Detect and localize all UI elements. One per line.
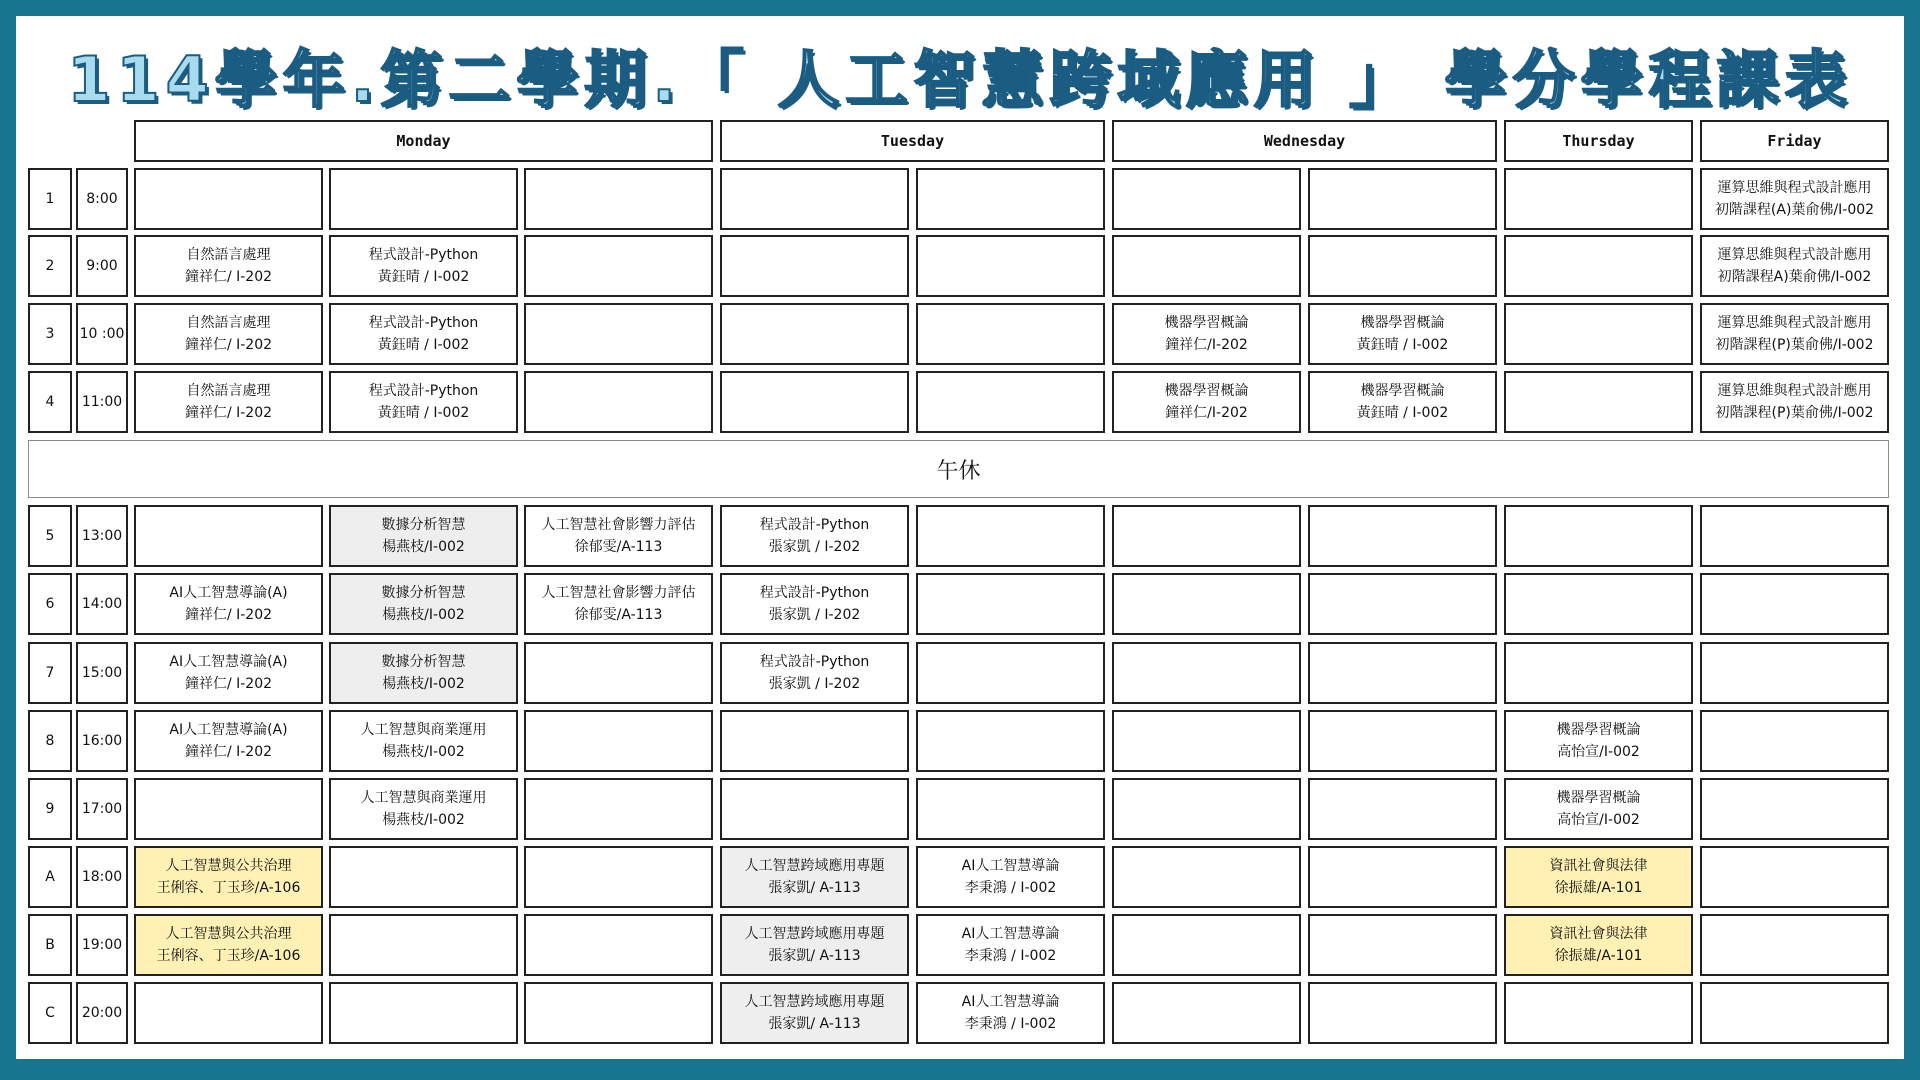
course-teacher-room: 楊燕枝/I-002 bbox=[382, 539, 465, 555]
course-name: 機器學習概論 bbox=[1164, 315, 1249, 331]
empty-cell bbox=[916, 778, 1105, 840]
empty-cell bbox=[1112, 914, 1301, 976]
empty-cell bbox=[916, 505, 1105, 567]
course-teacher-room: 張家凱/ A-113 bbox=[768, 880, 861, 896]
course-name: 人工智慧社會影響力評估 bbox=[541, 585, 696, 601]
empty-cell bbox=[1504, 573, 1693, 635]
empty-cell bbox=[916, 235, 1105, 297]
course-cell bbox=[329, 573, 518, 635]
empty-cell bbox=[1112, 778, 1301, 840]
day-header-friday: Friday bbox=[1700, 120, 1889, 162]
course-cell bbox=[329, 778, 518, 840]
period-time: 20:00 bbox=[76, 982, 128, 1044]
course-teacher-room: 楊燕枝/I-002 bbox=[382, 744, 465, 760]
course-name: 運算思維與程式設計應用 bbox=[1717, 315, 1872, 331]
empty-cell bbox=[720, 371, 909, 433]
course-teacher-room: 鐘祥仁/ I-202 bbox=[184, 337, 273, 353]
course-cell bbox=[916, 846, 1105, 908]
course-teacher-room: 張家凱/ A-113 bbox=[768, 948, 861, 964]
course-teacher-room: 鐘祥仁/ I-202 bbox=[184, 607, 273, 623]
course-name: 機器學習概論 bbox=[1556, 722, 1641, 738]
course-name: 資訊社會與法律 bbox=[1549, 926, 1648, 942]
empty-cell bbox=[720, 778, 909, 840]
course-teacher-room: 張家凱 / I-202 bbox=[768, 676, 861, 692]
course-name: 自然語言處理 bbox=[186, 247, 271, 263]
course-teacher-room: 徐郁雯/A-113 bbox=[574, 607, 663, 623]
course-cell bbox=[524, 505, 713, 567]
period-number: 1 bbox=[28, 168, 72, 230]
day-header-thursday: Thursday bbox=[1504, 120, 1693, 162]
empty-cell bbox=[1308, 168, 1497, 230]
course-name: AI人工智慧導論(A) bbox=[169, 722, 288, 738]
course-cell bbox=[720, 914, 909, 976]
empty-cell bbox=[524, 371, 713, 433]
course-name: 人工智慧與公共治理 bbox=[165, 858, 292, 874]
course-name: AI人工智慧導論 bbox=[961, 994, 1060, 1010]
period-number: B bbox=[28, 914, 72, 976]
course-teacher-room: 鐘祥仁/I-202 bbox=[1165, 337, 1248, 353]
empty-cell bbox=[1700, 573, 1889, 635]
course-name: 運算思維與程式設計應用 bbox=[1717, 383, 1872, 399]
empty-cell bbox=[916, 371, 1105, 433]
empty-cell bbox=[1112, 710, 1301, 772]
empty-cell bbox=[720, 710, 909, 772]
course-teacher-room: 張家凱 / I-202 bbox=[768, 607, 861, 623]
course-name: 機器學習概論 bbox=[1164, 383, 1249, 399]
empty-cell bbox=[1504, 371, 1693, 433]
course-teacher-room: 高怡宣/I-002 bbox=[1557, 812, 1640, 828]
period-time: 13:00 bbox=[76, 505, 128, 567]
course-cell bbox=[329, 371, 518, 433]
course-cell bbox=[720, 982, 909, 1044]
course-teacher-room: 鐘祥仁/ I-202 bbox=[184, 269, 273, 285]
course-cell bbox=[1504, 778, 1693, 840]
course-teacher-room: 鐘祥仁/ I-202 bbox=[184, 744, 273, 760]
empty-cell bbox=[329, 914, 518, 976]
course-cell bbox=[1308, 303, 1497, 365]
empty-cell bbox=[1504, 168, 1693, 230]
empty-cell bbox=[1504, 303, 1693, 365]
empty-cell bbox=[134, 505, 323, 567]
empty-cell bbox=[1308, 914, 1497, 976]
course-teacher-room: 黃鈺晴 / I-002 bbox=[377, 405, 470, 421]
empty-cell bbox=[1308, 982, 1497, 1044]
empty-cell bbox=[720, 303, 909, 365]
day-header-wednesday: Wednesday bbox=[1112, 120, 1497, 162]
empty-cell bbox=[1112, 573, 1301, 635]
course-cell bbox=[134, 371, 323, 433]
course-cell bbox=[1504, 914, 1693, 976]
course-name: 數據分析智慧 bbox=[381, 585, 466, 601]
empty-cell bbox=[916, 642, 1105, 704]
empty-cell bbox=[1504, 642, 1693, 704]
empty-cell bbox=[1700, 778, 1889, 840]
empty-cell bbox=[134, 168, 323, 230]
empty-cell bbox=[1700, 914, 1889, 976]
empty-cell bbox=[1700, 642, 1889, 704]
empty-cell bbox=[524, 846, 713, 908]
course-teacher-room: 黃鈺晴 / I-002 bbox=[1356, 405, 1449, 421]
period-time: 14:00 bbox=[76, 573, 128, 635]
course-teacher-room: 初階課程(P)葉俞佛/I-002 bbox=[1715, 337, 1874, 353]
empty-cell bbox=[916, 573, 1105, 635]
empty-cell bbox=[1308, 846, 1497, 908]
course-cell bbox=[329, 642, 518, 704]
course-name: 程式設計-Python bbox=[759, 585, 870, 601]
course-teacher-room: 楊燕枝/I-002 bbox=[382, 676, 465, 692]
course-name: 人工智慧與商業運用 bbox=[360, 790, 487, 806]
empty-cell bbox=[916, 710, 1105, 772]
course-cell bbox=[1700, 303, 1889, 365]
period-time: 10 :00 bbox=[76, 303, 128, 365]
course-cell bbox=[720, 573, 909, 635]
course-teacher-room: 徐振雄/A-101 bbox=[1554, 948, 1643, 964]
period-time: 11:00 bbox=[76, 371, 128, 433]
course-name: AI人工智慧導論(A) bbox=[169, 585, 288, 601]
course-teacher-room: 黃鈺晴 / I-002 bbox=[377, 337, 470, 353]
period-number: 2 bbox=[28, 235, 72, 297]
empty-cell bbox=[1112, 642, 1301, 704]
period-number: 5 bbox=[28, 505, 72, 567]
empty-cell bbox=[524, 914, 713, 976]
empty-cell bbox=[1504, 505, 1693, 567]
course-name: 自然語言處理 bbox=[186, 383, 271, 399]
empty-cell bbox=[1308, 778, 1497, 840]
day-header-tuesday: Tuesday bbox=[720, 120, 1105, 162]
course-name: AI人工智慧導論(A) bbox=[169, 654, 288, 670]
course-teacher-room: 李秉鴻 / I-002 bbox=[964, 880, 1057, 896]
empty-cell bbox=[329, 168, 518, 230]
empty-cell bbox=[1700, 710, 1889, 772]
course-teacher-room: 初階課程A)葉俞佛/I-002 bbox=[1717, 269, 1872, 285]
course-teacher-room: 徐振雄/A-101 bbox=[1554, 880, 1643, 896]
course-cell bbox=[134, 303, 323, 365]
empty-cell bbox=[1308, 505, 1497, 567]
course-teacher-room: 王俐容、丁玉珍/A-106 bbox=[156, 948, 301, 964]
course-teacher-room: 李秉鴻 / I-002 bbox=[964, 1016, 1057, 1032]
empty-cell bbox=[524, 168, 713, 230]
course-cell bbox=[329, 505, 518, 567]
course-cell bbox=[720, 846, 909, 908]
course-cell bbox=[329, 303, 518, 365]
course-teacher-room: 黃鈺晴 / I-002 bbox=[377, 269, 470, 285]
timetable-board bbox=[16, 16, 1904, 1059]
course-name: AI人工智慧導論 bbox=[961, 858, 1060, 874]
course-name: 資訊社會與法律 bbox=[1549, 858, 1648, 874]
course-name: 機器學習概論 bbox=[1360, 383, 1445, 399]
course-teacher-room: 徐郁雯/A-113 bbox=[574, 539, 663, 555]
course-name: 數據分析智慧 bbox=[381, 654, 466, 670]
course-name: AI人工智慧導論 bbox=[961, 926, 1060, 942]
empty-cell bbox=[720, 235, 909, 297]
empty-cell bbox=[524, 778, 713, 840]
empty-cell bbox=[134, 778, 323, 840]
period-number: 8 bbox=[28, 710, 72, 772]
page-title: 114學年.第二學期.「 人工智慧跨域應用 」 學分學程課表 bbox=[67, 43, 1853, 116]
empty-cell bbox=[916, 303, 1105, 365]
empty-cell bbox=[916, 168, 1105, 230]
course-cell bbox=[134, 642, 323, 704]
period-number: C bbox=[28, 982, 72, 1044]
course-cell bbox=[1700, 371, 1889, 433]
empty-cell bbox=[524, 235, 713, 297]
empty-cell bbox=[1700, 982, 1889, 1044]
period-number: 9 bbox=[28, 778, 72, 840]
course-name: 人工智慧跨域應用專題 bbox=[744, 926, 885, 942]
course-cell bbox=[720, 642, 909, 704]
period-time: 16:00 bbox=[76, 710, 128, 772]
course-teacher-room: 李秉鴻 / I-002 bbox=[964, 948, 1057, 964]
empty-cell bbox=[1112, 846, 1301, 908]
period-time: 17:00 bbox=[76, 778, 128, 840]
course-cell bbox=[134, 710, 323, 772]
period-number: 7 bbox=[28, 642, 72, 704]
course-cell bbox=[134, 914, 323, 976]
empty-cell bbox=[1308, 235, 1497, 297]
course-name: 人工智慧跨域應用專題 bbox=[744, 994, 885, 1010]
period-number: 4 bbox=[28, 371, 72, 433]
course-name: 機器學習概論 bbox=[1360, 315, 1445, 331]
empty-cell bbox=[1308, 573, 1497, 635]
course-name: 程式設計-Python bbox=[759, 654, 870, 670]
course-name: 程式設計-Python bbox=[368, 247, 479, 263]
course-name: 程式設計-Python bbox=[759, 517, 870, 533]
course-name: 程式設計-Python bbox=[368, 315, 479, 331]
course-cell bbox=[1112, 303, 1301, 365]
course-cell bbox=[1112, 371, 1301, 433]
course-name: 人工智慧與公共治理 bbox=[165, 926, 292, 942]
period-number: A bbox=[28, 846, 72, 908]
empty-cell bbox=[1504, 235, 1693, 297]
course-teacher-room: 鐘祥仁/I-202 bbox=[1165, 405, 1248, 421]
period-time: 19:00 bbox=[76, 914, 128, 976]
empty-cell bbox=[134, 982, 323, 1044]
course-teacher-room: 初階課程(P)葉俞佛/I-002 bbox=[1715, 405, 1874, 421]
empty-cell bbox=[1112, 505, 1301, 567]
period-number: 6 bbox=[28, 573, 72, 635]
course-teacher-room: 王俐容、丁玉珍/A-106 bbox=[156, 880, 301, 896]
lunch-break-row: 午休 bbox=[28, 440, 1889, 498]
empty-cell bbox=[1112, 168, 1301, 230]
course-cell bbox=[329, 235, 518, 297]
course-cell bbox=[1308, 371, 1497, 433]
period-number: 3 bbox=[28, 303, 72, 365]
empty-cell bbox=[1700, 846, 1889, 908]
course-teacher-room: 張家凱/ A-113 bbox=[768, 1016, 861, 1032]
course-teacher-room: 鐘祥仁/ I-202 bbox=[184, 676, 273, 692]
course-teacher-room: 初階課程(A)葉俞佛/I-002 bbox=[1714, 202, 1875, 218]
course-name: 程式設計-Python bbox=[368, 383, 479, 399]
empty-cell bbox=[524, 642, 713, 704]
course-teacher-room: 高怡宣/I-002 bbox=[1557, 744, 1640, 760]
empty-cell bbox=[524, 982, 713, 1044]
period-time: 15:00 bbox=[76, 642, 128, 704]
course-cell bbox=[916, 982, 1105, 1044]
empty-cell bbox=[329, 982, 518, 1044]
course-name: 人工智慧與商業運用 bbox=[360, 722, 487, 738]
course-name: 數據分析智慧 bbox=[381, 517, 466, 533]
empty-cell bbox=[1112, 982, 1301, 1044]
course-cell bbox=[1504, 846, 1693, 908]
course-teacher-room: 鐘祥仁/ I-202 bbox=[184, 405, 273, 421]
course-cell bbox=[1700, 168, 1889, 230]
course-cell bbox=[1700, 235, 1889, 297]
course-cell bbox=[134, 573, 323, 635]
empty-cell bbox=[1308, 710, 1497, 772]
course-cell bbox=[916, 914, 1105, 976]
empty-cell bbox=[1700, 505, 1889, 567]
empty-cell bbox=[720, 168, 909, 230]
day-header-monday: Monday bbox=[134, 120, 713, 162]
empty-cell bbox=[524, 710, 713, 772]
empty-cell bbox=[1504, 982, 1693, 1044]
course-teacher-room: 張家凱 / I-202 bbox=[768, 539, 861, 555]
course-name: 人工智慧跨域應用專題 bbox=[744, 858, 885, 874]
course-teacher-room: 楊燕枝/I-002 bbox=[382, 812, 465, 828]
course-teacher-room: 黃鈺晴 / I-002 bbox=[1356, 337, 1449, 353]
course-name: 機器學習概論 bbox=[1556, 790, 1641, 806]
period-time: 9:00 bbox=[76, 235, 128, 297]
course-name: 自然語言處理 bbox=[186, 315, 271, 331]
period-time: 18:00 bbox=[76, 846, 128, 908]
empty-cell bbox=[329, 846, 518, 908]
course-cell bbox=[524, 573, 713, 635]
course-cell bbox=[329, 710, 518, 772]
course-cell bbox=[720, 505, 909, 567]
period-time: 8:00 bbox=[76, 168, 128, 230]
course-teacher-room: 楊燕枝/I-002 bbox=[382, 607, 465, 623]
course-name: 運算思維與程式設計應用 bbox=[1717, 247, 1872, 263]
course-name: 人工智慧社會影響力評估 bbox=[541, 517, 696, 533]
course-cell bbox=[134, 846, 323, 908]
empty-cell bbox=[1112, 235, 1301, 297]
course-name: 運算思維與程式設計應用 bbox=[1717, 180, 1872, 196]
course-cell bbox=[134, 235, 323, 297]
course-cell bbox=[1504, 710, 1693, 772]
empty-cell bbox=[524, 303, 713, 365]
empty-cell bbox=[1308, 642, 1497, 704]
